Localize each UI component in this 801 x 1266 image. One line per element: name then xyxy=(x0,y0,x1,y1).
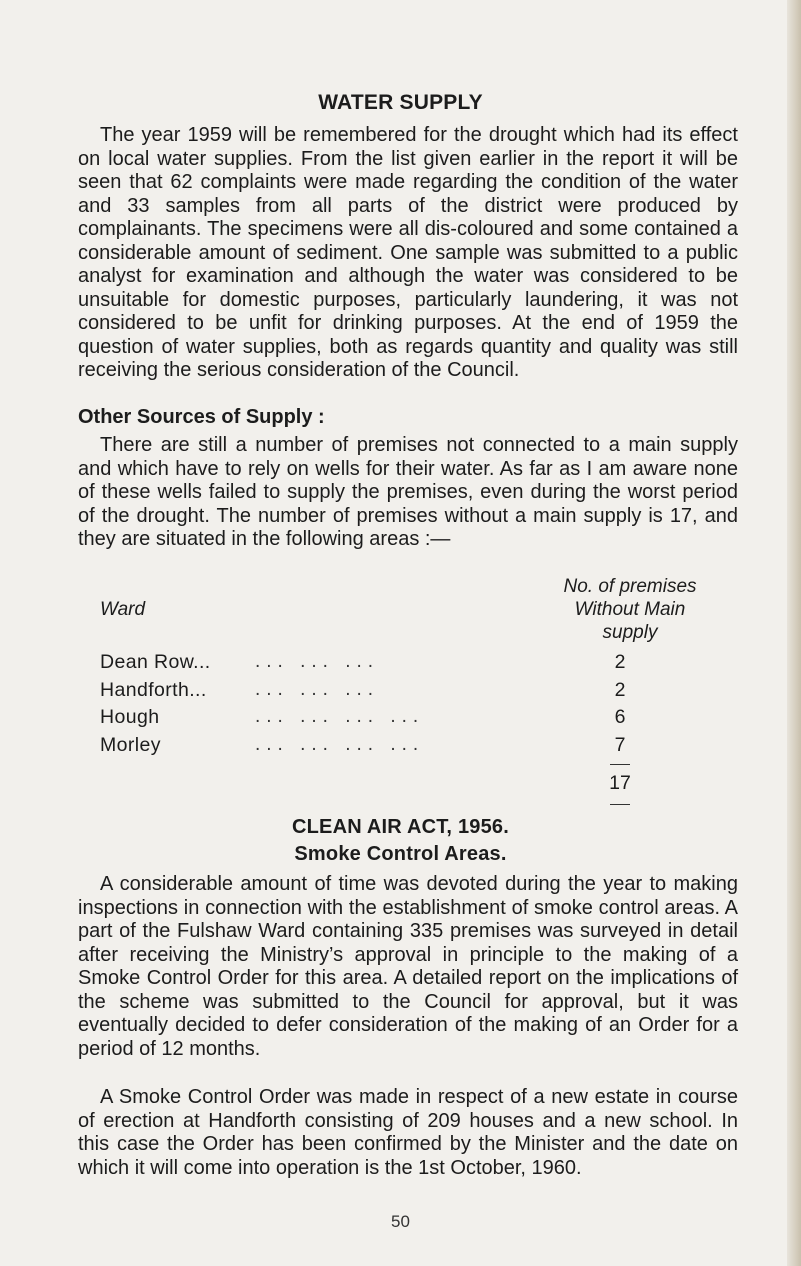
other-sources-paragraph: There are still a number of premises not connected to a main supply and which have to rely on wells for their water. As far as I am aware none of these wells failed to supply the premises, even during the worst period of the drought. The number of premises without a main supply is 17, and they are situated in the following areas :— xyxy=(78,434,738,550)
premises-total: 17 xyxy=(609,772,631,794)
count-header-line1: No. of premises xyxy=(563,576,697,597)
ward-column-header: Ward xyxy=(100,599,146,620)
dot-leaders: ... ... ... xyxy=(255,679,380,700)
ward-name: Morley xyxy=(100,734,161,756)
water-supply-paragraph: The year 1959 will be remembered for the drought which had its effect on local water supplies. From the list given earlier in the report it will be seen that 62 complaints were made regarding the condition of the water and 33 samples from all parts of the district were produced by complainants. The specimens were all dis-coloured and some contained a considerable amount of sediment. One sample was submitted to a public analyst for examination and although the water was considered to be unsuitable for domestic purposes, particularly laundering, it was not considered to be unfit for drinking purposes. At the end of 1959 the question of water supplies, both as regards quantity and quality was still receiving the serious consideration of the Council. xyxy=(78,124,738,381)
ward-name: Handforth... xyxy=(100,679,207,701)
clean-air-paragraph-1: A considerable amount of time was devoted during the year to making inspections in connection with the establishment of smoke control areas. A part of the Fulshaw Ward containing 335 premises was surveyed in detail after receiving the Ministry’s approval in principle to the making of a Smoke Control Order for this area. A detailed report on the implications of the scheme was submitted to the Council for approval, but it was eventually decided to defer consideration of the making of an Order for a period of 12 months. xyxy=(78,873,738,1060)
ward-name: Dean Row... xyxy=(100,651,211,673)
clean-air-paragraph-2: A Smoke Control Order was made in respect of a new estate in course of erection at Handforth consisting of 209 houses and a new school. In this case the Order has been confirmed by the Minister and the date on which it will come into operation is the 1st October, 1960. xyxy=(78,1086,738,1179)
smoke-control-subheading: Smoke Control Areas. xyxy=(294,843,507,865)
count-header-line2: Without Main xyxy=(574,599,686,620)
other-sources-heading: Other Sources of Supply : xyxy=(78,406,325,428)
total-rule-top xyxy=(610,764,630,765)
dot-leaders: ... ... ... ... xyxy=(255,706,425,727)
ward-name: Hough xyxy=(100,706,160,728)
premises-count: 2 xyxy=(614,651,626,673)
premises-count: 7 xyxy=(614,734,626,756)
page-number: 50 xyxy=(391,1212,410,1231)
premises-count: 6 xyxy=(614,706,626,728)
count-header-line3: supply xyxy=(602,622,658,643)
dot-leaders: ... ... ... xyxy=(255,651,380,672)
total-rule-bottom xyxy=(610,804,630,805)
clean-air-heading: CLEAN AIR ACT, 1956. xyxy=(291,816,509,838)
premises-count: 2 xyxy=(614,679,626,701)
water-supply-heading: WATER SUPPLY xyxy=(318,91,483,114)
dot-leaders: ... ... ... ... xyxy=(255,734,425,755)
